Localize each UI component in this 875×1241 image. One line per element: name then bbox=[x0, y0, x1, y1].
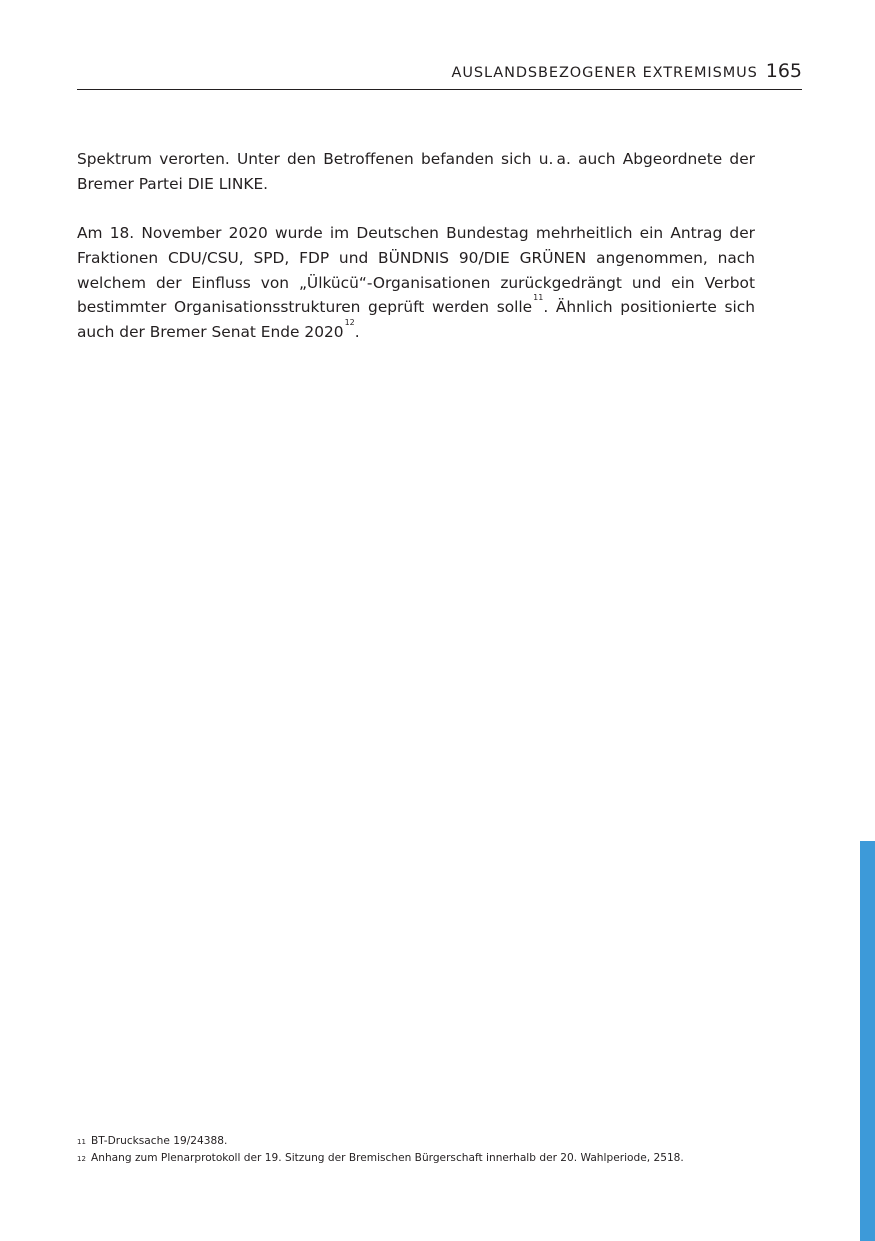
footnote-11 bbox=[77, 1133, 777, 1150]
footnote-reference-11: 11 bbox=[533, 293, 544, 303]
chapter-edge-tab bbox=[860, 841, 875, 1241]
footnote-12 bbox=[77, 1150, 777, 1167]
section-title: AUSLANDSBEZOGENER EXTREMISMUS bbox=[451, 64, 758, 81]
running-header bbox=[77, 56, 802, 90]
paragraph-1: Spektrum verorten. Unter den Betroffenen befanden sich u. a. auch Abgeordnete der Bremer Partei DIE LINKE. bbox=[77, 150, 755, 193]
page-number: 165 bbox=[765, 60, 802, 82]
paragraph-2-text-2: . Ähnlich positionierte sich auch der Bremer Senat Ende 2020 bbox=[77, 298, 755, 341]
footnote-text: Anhang zum Plenarprotokoll der 19. Sitzung der Bremischen Bürgerschaft innerhalb der 20. Wahlperiode, 2518. bbox=[91, 1152, 684, 1164]
footnote-number: 11 bbox=[77, 1138, 86, 1146]
paragraph-2-text-1: Am 18. November 2020 wurde im Deutschen Bundestag mehrheitlich ein Antrag der Fraktionen CDU/CSU, SPD, FDP und BÜNDNIS 90/DIE GRÜNEN angenommen, nach welchem der Einfluss von „Ülkücü“-Organisationen zurückgedrängt und ein Verbot bestimmter Organisationsstrukturen geprüft werden solle bbox=[77, 224, 755, 317]
paragraph-2 bbox=[77, 221, 755, 345]
footnote-reference-12: 12 bbox=[344, 318, 355, 327]
footnote-number: 12 bbox=[77, 1155, 86, 1163]
footnotes bbox=[77, 1133, 777, 1167]
paragraph-2-text-3: . bbox=[354, 323, 360, 341]
footnote-text: BT-Drucksache 19/24388. bbox=[91, 1135, 228, 1147]
